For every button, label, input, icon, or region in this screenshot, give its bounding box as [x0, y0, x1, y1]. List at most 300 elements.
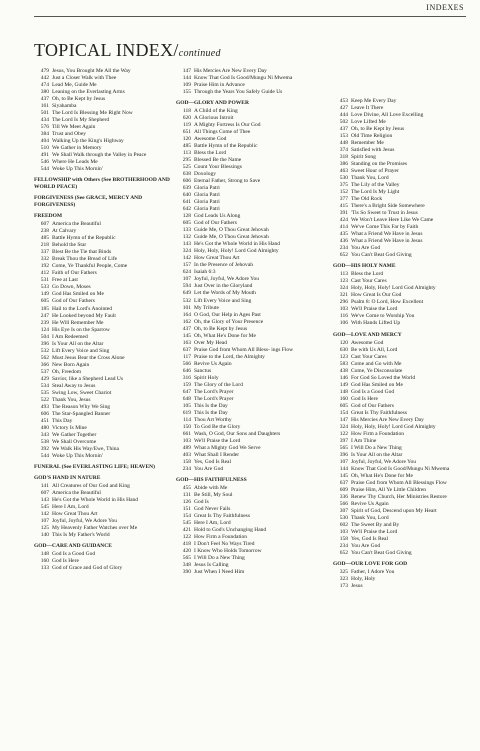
hymn-number: 239 — [40, 319, 49, 326]
hymn-number: 605 — [182, 220, 191, 227]
hymn-number: 118 — [182, 108, 191, 115]
hymn-number: 480 — [40, 424, 49, 431]
index-entry — [333, 347, 473, 354]
hymn-title: Holy, Holy — [351, 576, 376, 583]
index-entry — [176, 368, 326, 375]
index-entry — [333, 112, 473, 119]
hymn-title: Break Thou the Bread of Life — [52, 256, 118, 263]
index-entry — [34, 131, 176, 138]
hymn-title: Lead Me, Guide Me — [52, 82, 97, 89]
hymn-title: God Is — [194, 498, 209, 505]
hymn-title: All Things Come of Thee — [194, 129, 251, 136]
index-entry — [333, 299, 473, 306]
hymn-number: 155 — [182, 89, 191, 96]
hymn-title: Oh, Freedom — [52, 368, 82, 375]
hymn-number: 646 — [182, 367, 191, 374]
hymn-title: A Child of the King — [194, 108, 238, 115]
hymn-title: Hail to the Lord's Anointed — [52, 305, 112, 312]
index-entry — [34, 284, 176, 291]
index-entry — [176, 248, 326, 255]
index-entry — [176, 569, 326, 576]
index-entry — [176, 520, 326, 527]
hymn-number: 533 — [40, 284, 49, 291]
hymn-title: Swing Low, Sweet Chariot — [52, 389, 112, 396]
hymn-number: 606 — [40, 410, 49, 417]
hymn-number: 532 — [182, 297, 191, 304]
hymn-number: 122 — [339, 430, 348, 437]
hymn-title: Eternal Father, Strong to Save — [194, 178, 261, 185]
index-entry — [34, 117, 176, 124]
hymn-title: Joyful, Joyful, We Adore You — [52, 517, 118, 524]
hymn-title: He's Got the Whole World in His Hand — [52, 496, 139, 503]
index-entry — [333, 389, 473, 396]
hymn-title: Praise God from Whom All Blessings Flow — [351, 479, 447, 486]
index-entry — [176, 206, 326, 213]
hymn-number: 148 — [40, 551, 49, 558]
hymn-number: 420 — [182, 548, 191, 555]
hymn-number: 485 — [182, 143, 191, 150]
index-entry — [333, 238, 473, 245]
hymn-number: 437 — [182, 325, 191, 332]
hymn-title: Steal Away to Jesus — [52, 382, 96, 389]
index-entry — [34, 355, 176, 362]
hymn-title: A Mighty Fortress Is Our God — [194, 122, 261, 129]
index-entry — [333, 252, 473, 259]
index-entry — [34, 362, 176, 369]
hymn-number: 101 — [182, 304, 191, 311]
section-heading: FUNERAL (See EVERLASTING LIFE; HEAVEN) — [34, 463, 155, 470]
index-entry — [333, 203, 473, 210]
hymn-number: 538 — [40, 438, 49, 445]
hymn-number: 652 — [339, 549, 348, 556]
hymn-title: Keep Me Every Day — [351, 98, 397, 104]
hymn-number: 390 — [182, 569, 191, 576]
hymn-number: 530 — [339, 514, 348, 521]
hymn-title: How Firm a Foundation — [351, 430, 405, 437]
hymn-number: 163 — [182, 339, 191, 346]
hymn-number: 637 — [339, 479, 348, 486]
section-heading: FORGIVENESS (See GRACE, MERCY AND FORGIVENESS) — [34, 195, 143, 209]
hymn-title: Lift Every Voice and Sing — [194, 297, 252, 304]
hymn-title: His Mercies Are New Every Day — [351, 416, 424, 423]
hymn-title: Woke Up This Mornin' — [52, 166, 103, 173]
index-entry — [34, 532, 176, 539]
hymn-number: 120 — [182, 136, 191, 143]
hymn-title: Sanctus — [194, 367, 212, 374]
index-entry — [176, 403, 326, 410]
hymn-title: New Born Again — [52, 361, 90, 368]
hymn-number: 583 — [339, 360, 348, 367]
hymn-title: Come and Go with Me — [351, 360, 402, 367]
hymn-title: Trust and Obey — [52, 131, 87, 138]
index-entry — [34, 327, 176, 334]
hymn-number: 157 — [182, 262, 191, 269]
index-entry — [34, 432, 176, 439]
hymn-number: 119 — [182, 122, 191, 129]
hymn-title: Oh, to Be Kept by Jesus — [52, 96, 106, 103]
hymn-number: 107 — [182, 276, 191, 283]
index-section — [333, 561, 473, 590]
hymn-number: 124 — [40, 326, 49, 333]
hymn-title: Joyful, Joyful, We Adore You — [194, 276, 260, 283]
hymn-number: 640 — [182, 192, 191, 199]
hymn-title: Be with Us All, Lord — [351, 346, 398, 353]
hymn-number: 122 — [182, 534, 191, 541]
index-entry — [176, 513, 326, 520]
hymn-title: Must Jesus Bear the Cross Alone — [52, 354, 125, 361]
hymn-title: He Looked beyond My Fault — [52, 312, 116, 319]
index-entry — [34, 483, 176, 490]
hymn-number: 510 — [40, 145, 49, 152]
index-section — [176, 477, 326, 576]
hymn-title: Revive Us Again — [351, 500, 389, 507]
hymn-number: 493 — [40, 403, 49, 410]
index-entry — [176, 319, 326, 326]
hymn-number: 234 — [339, 245, 348, 252]
hymn-title: In the Presence of Jehovah — [194, 262, 253, 269]
hymn-title: Joyful, Joyful, We Adore You — [351, 458, 417, 465]
hymn-number: 453 — [339, 98, 348, 104]
index-entry — [176, 234, 326, 241]
index-entry — [176, 157, 326, 164]
hymn-title: We Gather Together — [52, 431, 97, 438]
hymn-title: Here I Am, Lord — [52, 503, 89, 510]
hymn-title: Renew Thy Church, Her Ministries Restore — [351, 493, 447, 500]
hymn-title: How Firm a Foundation — [194, 534, 248, 541]
section-heading: GOD—HIS FAITHFULNESS — [176, 476, 247, 483]
hymn-number: 648 — [182, 395, 191, 402]
index-entry — [333, 189, 473, 196]
section-heading: GOD'S HAND IN NATURE — [34, 474, 101, 481]
index-entry — [333, 515, 473, 522]
hymn-title: You Can't Beat God Giving — [351, 252, 412, 259]
hymn-number: 607 — [40, 489, 49, 496]
index-entry — [34, 166, 176, 173]
index-section — [333, 332, 473, 558]
hymn-number: 463 — [339, 168, 348, 175]
hymn-number: 605 — [40, 298, 49, 305]
index-entry — [176, 382, 326, 389]
index-section — [34, 475, 176, 539]
hymn-title: I Am Redeemed — [52, 333, 88, 340]
hymn-title: God Has Smiled on Me — [351, 381, 403, 388]
index-entry — [176, 361, 326, 368]
index-entry — [333, 431, 473, 438]
hymn-title: Spirit of God, Descend upon My Heart — [351, 507, 437, 514]
index-entry — [34, 242, 176, 249]
hymn-number: 479 — [40, 68, 49, 74]
index-entry — [34, 551, 176, 558]
hymn-title: Doxology — [194, 171, 216, 178]
hymn-title: Faith of Our Fathers — [52, 270, 97, 277]
hymn-title: Here I Am, Lord — [194, 519, 231, 526]
index-entry — [34, 68, 176, 75]
hymn-title: God of Our Fathers — [52, 298, 95, 305]
hymn-number: 565 — [339, 444, 348, 451]
index-entry — [34, 348, 176, 355]
running-head: INDEXES — [426, 3, 464, 12]
hymn-title: We've Come This Far by Faith — [351, 224, 419, 231]
index-entry — [34, 152, 176, 159]
hymn-number: 337 — [40, 249, 49, 256]
hymn-number: 151 — [182, 505, 191, 512]
hymn-number: 154 — [182, 512, 191, 519]
hymn-title: We'll Praise the Lord — [351, 306, 398, 313]
index-entry — [176, 562, 326, 569]
hymn-title: The Sweet By and By — [351, 521, 400, 528]
index-entry — [176, 452, 326, 459]
hymn-number: 442 — [40, 75, 49, 82]
section-heading: GOD—HIS HOLY NAME — [333, 263, 396, 270]
index-entry — [333, 354, 473, 361]
hymn-title: How Great Is Our God — [351, 292, 402, 299]
index-entry — [176, 192, 326, 199]
hymn-number: 502 — [339, 119, 348, 126]
index-entry — [176, 227, 326, 234]
hymn-number: 147 — [339, 416, 348, 423]
index-entry — [34, 235, 176, 242]
index-entry — [176, 82, 326, 89]
index-entry — [176, 417, 326, 424]
hymn-title: A Glorious Introit — [194, 115, 234, 122]
hymn-number: 525 — [182, 164, 191, 171]
hymn-number: 192 — [40, 263, 49, 270]
index-entry — [34, 96, 176, 103]
index-entry — [34, 124, 176, 131]
index-entry — [34, 270, 176, 277]
section-heading: FELLOWSHIP with Others (See BROTHERHOOD AND WORLD PEACE) — [34, 177, 170, 191]
hymn-title: Cast Your Cares — [351, 278, 387, 285]
hymn-title: What a Mighty God We Serve — [194, 444, 261, 451]
hymn-number: 639 — [182, 185, 191, 192]
index-entry — [333, 543, 473, 550]
index-entry — [34, 525, 176, 532]
index-entry — [176, 312, 326, 319]
hymn-number: 159 — [182, 381, 191, 388]
hymn-title: We Walk His Way/Ewe, Thina — [52, 445, 119, 452]
index-entry — [34, 369, 176, 376]
hymn-title: Praise Him, All Ye Little Children — [351, 486, 427, 493]
hymn-title: Holy, Holy, Holy! Lord God Almighty — [351, 423, 436, 430]
hymn-title: All Creatures of Our God and King — [52, 482, 130, 489]
hymn-number: 324 — [182, 248, 191, 255]
hymn-number: 336 — [339, 493, 348, 500]
index-entry — [34, 82, 176, 89]
index-entry — [34, 511, 176, 518]
index-entry — [176, 290, 326, 297]
index-entry — [34, 221, 176, 228]
index-entry — [333, 119, 473, 126]
hymn-number: 637 — [182, 346, 191, 353]
index-entry — [34, 390, 176, 397]
hymn-number: 534 — [40, 382, 49, 389]
index-entry — [333, 147, 473, 154]
hymn-number: 161 — [40, 103, 49, 110]
hymn-number: 531 — [40, 277, 49, 284]
index-entry — [333, 522, 473, 529]
hymn-title: Till We Meet Again — [52, 124, 96, 131]
hymn-title: My Tribute — [194, 304, 219, 311]
hymn-title: For God So Loved the World — [351, 374, 416, 381]
hymn-title: Just Over in the Gloryland — [194, 283, 253, 290]
hymn-number: 160 — [339, 395, 348, 402]
index-entry — [34, 89, 176, 96]
hymn-title: God Never Fails — [194, 505, 231, 512]
hymn-number: 602 — [339, 521, 348, 528]
hymn-number: 318 — [339, 154, 348, 161]
hymn-title: We'll Praise the Lord — [351, 528, 398, 535]
index-entry — [34, 383, 176, 390]
hymn-title: You Are God — [351, 542, 381, 549]
index-entry — [333, 306, 473, 313]
index-section — [34, 213, 176, 460]
section-heading: FREEDOM — [34, 213, 63, 220]
hymn-number: 396 — [339, 451, 348, 458]
hymn-title: God Is a Good God — [52, 551, 96, 558]
hymn-number: 141 — [40, 482, 49, 489]
hymn-number: 307 — [339, 507, 348, 514]
hymn-title: We Shall Walk through the Valley in Peace — [52, 152, 147, 159]
hymn-title: With Hands Lifted Up — [351, 320, 401, 327]
hymn-number: 384 — [40, 131, 49, 138]
hymn-title: To God Be the Glory — [194, 423, 241, 430]
hymn-title: Father, I Adore You — [351, 569, 395, 576]
index-section — [34, 464, 176, 471]
index-entry — [333, 494, 473, 501]
index-entry — [176, 492, 326, 499]
page-title — [34, 40, 221, 61]
hymn-title: Holy, Holy, Holy! Lord God Almighty — [351, 285, 436, 292]
hymn-title: America the Beautiful — [52, 489, 101, 496]
hymn-number: 149 — [40, 291, 49, 298]
hymn-number: 375 — [339, 182, 348, 189]
hymn-number: 530 — [339, 175, 348, 182]
index-entry — [176, 298, 326, 305]
hymn-title: Leave It There — [351, 105, 384, 112]
index-entry — [34, 341, 176, 348]
hymn-number: 247 — [40, 312, 49, 319]
index-entry — [176, 555, 326, 562]
hymn-number: 149 — [339, 381, 348, 388]
hymn-number: 158 — [339, 535, 348, 542]
index-section — [333, 98, 473, 259]
hymn-title: Great Is Thy Faithfulness — [351, 409, 407, 416]
hymn-title: Love Lifted Me — [351, 119, 386, 126]
hymn-title: Guide Me, O Thou Great Jehovah — [194, 227, 269, 234]
index-entry — [333, 417, 473, 424]
hymn-number: 544 — [40, 452, 49, 459]
hymn-number: 437 — [40, 96, 49, 103]
index-entry — [333, 182, 473, 189]
hymn-number: 295 — [182, 157, 191, 164]
index-entry — [333, 480, 473, 487]
index-section — [176, 100, 326, 473]
hymn-title: Battle Hymn of the Republic — [194, 143, 258, 150]
index-entry — [34, 425, 176, 432]
index-entry — [333, 292, 473, 299]
index-entry — [333, 271, 473, 278]
hymn-number: 374 — [339, 147, 348, 154]
hymn-number: 522 — [40, 396, 49, 403]
hymn-title: How Great Thou Art — [194, 255, 240, 262]
index-entry — [333, 466, 473, 473]
index-entry — [34, 376, 176, 383]
hymn-title: Savior, like a Shepherd Lead Us — [52, 375, 123, 382]
hymn-title: The Old Rock — [351, 196, 383, 203]
index-entry — [176, 178, 326, 185]
hymn-title: Free at Last — [52, 277, 78, 284]
hymn-number: 642 — [182, 206, 191, 213]
hymn-title: Spirit Holy — [194, 374, 219, 381]
hymn-title: God of Our Fathers — [351, 402, 394, 409]
hymn-number: 324 — [339, 285, 348, 292]
hymn-number: 321 — [339, 292, 348, 299]
index-entry — [34, 504, 176, 511]
index-entry — [176, 185, 326, 192]
hymn-title: God Is Here — [52, 558, 79, 565]
hymn-title: Yes, God Is Real — [351, 535, 389, 542]
hymn-title: Blest Be the Tie that Binds — [52, 249, 112, 256]
hymn-title: My Heavenly Father Watches over Me — [52, 524, 138, 531]
hymn-title: This Is the Day — [194, 409, 228, 416]
hymn-number: 415 — [339, 203, 348, 210]
hymn-number: 132 — [182, 234, 191, 241]
hymn-title: We Shall Overcome — [52, 438, 97, 445]
hymn-title: You Can't Beat God Giving — [351, 549, 412, 556]
hymn-title: Abide with Me — [194, 484, 228, 491]
index-entry — [333, 105, 473, 112]
index-entry — [333, 501, 473, 508]
hymn-title: Awesome God — [194, 136, 227, 143]
hymn-title: There's a Bright Side Somewhere — [351, 203, 425, 210]
hymn-number: 107 — [40, 517, 49, 524]
hymn-title: Isaiah 6:3 — [194, 269, 216, 276]
hymn-number: 126 — [182, 498, 191, 505]
index-entry — [176, 389, 326, 396]
hymn-title: Know That God Is Good/Mungu Ni Mwema — [351, 465, 450, 472]
section-heading: GOD—LOVE AND MERCY — [333, 331, 402, 338]
section-heading: GOD—CARE AND GUIDANCE — [34, 543, 112, 549]
hymn-title: Siyahamba — [52, 103, 77, 110]
hymn-number: 455 — [182, 484, 191, 491]
hymn-title: We've Come to Worship You — [351, 313, 415, 320]
hymn-title: Come, Ye Disconsolate — [351, 367, 403, 374]
index-section — [34, 543, 176, 572]
index-entry — [176, 150, 326, 157]
hymn-title: Oh, What He's Done for Me — [194, 332, 256, 339]
hymn-number: 109 — [182, 82, 191, 89]
index-column-3 — [333, 98, 473, 593]
hymn-number: 133 — [40, 565, 49, 572]
hymn-number: 444 — [339, 112, 348, 119]
hymn-title: Victory Is Mine — [52, 424, 87, 431]
index-entry — [34, 159, 176, 166]
index-entry — [176, 485, 326, 492]
hymn-title: 'Tis So Sweet to Trust in Jesus — [351, 210, 418, 217]
index-entry — [176, 115, 326, 122]
hymn-number: 436 — [339, 238, 348, 245]
hymn-number: 116 — [339, 313, 348, 320]
index-column-2 — [176, 68, 326, 579]
index-entry — [176, 499, 326, 506]
hymn-title: I Will Do a New Thing — [351, 444, 402, 451]
hymn-number: 332 — [40, 256, 49, 263]
hymn-number: 491 — [40, 152, 49, 159]
hymn-number: 438 — [339, 367, 348, 374]
index-entry — [333, 375, 473, 382]
index-entry — [176, 534, 326, 541]
hymn-number: 142 — [40, 510, 49, 517]
